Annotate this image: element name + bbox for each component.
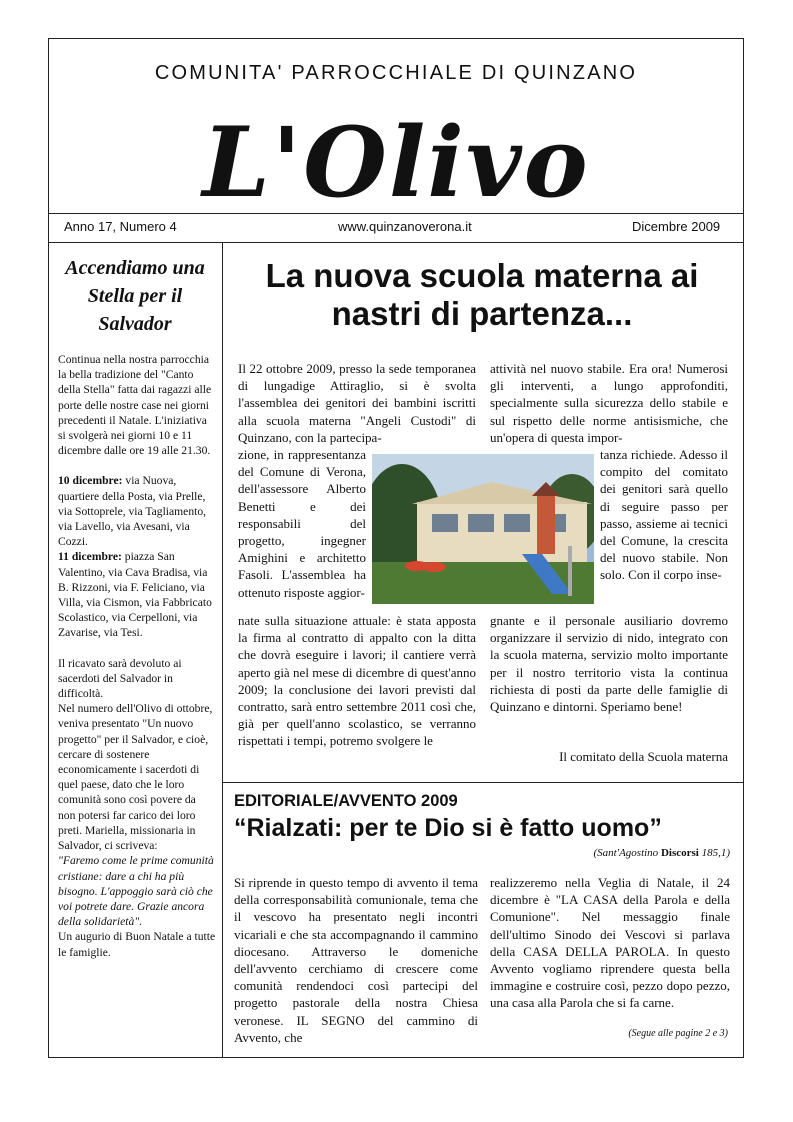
editorial-title: “Rialzati: per te Dio si è fatto uomo” — [234, 814, 662, 842]
article-headline: La nuova scuola materna ai nastri di partenza... — [265, 257, 699, 332]
masthead-rule-bottom — [48, 242, 744, 243]
article1-col2-top: attività nel nuovo stabile. Era ora! Numerosi gli interventi, a lungo approfonditi, specialmente sulla sicurezza dello stabile e sul rispetto delle norme antisismiche, che un'opera di questa impor- — [490, 361, 728, 445]
cite-author: (Sant'Agostino — [593, 847, 661, 859]
sidebar-closing: Un augurio di Buon Natale a tutte le famiglie. — [58, 930, 216, 959]
sidebar-day1 — [58, 473, 216, 549]
continued-note: (Segue alle pagine 2 e 3) — [628, 1028, 728, 1039]
parish-name: COMUNITA' PARROCCHIALE DI QUINZANO — [154, 62, 638, 84]
column-divider — [222, 242, 223, 1058]
article1-signature: Il comitato della Scuola materna — [559, 749, 728, 764]
article1-col2-wrap: tanza richiede. Adesso il compito del comitato dei genitori sarà quello di seguire passo per passo, assieme ai tecnici del Comune, la crescita del nuovo stabile. Non solo. Con il corpo inse- — [600, 447, 728, 583]
sidebar-day2 — [58, 549, 216, 640]
sidebar-story: Nel numero dell'Olivo di ottobre, veniva presentato "Un nuovo progetto" per il Salvador, e cioè, cercare di sostenere economicamente i sacerdoti di quel paese, dato che le loro comunità sono così povere da non potersi far carico dei loro preti. Mariella, missionaria in Salvador, ci scriveva: — [58, 702, 213, 853]
school-building-image — [372, 454, 594, 604]
sidebar-title: Accendiamo una Stella per il Salvador — [65, 257, 205, 335]
sidebar-quote: "Faremo come le prime comunità cristiane: dare a chi ha più bisogno. L'appoggio sarà ciò che voi potrete dare. Grazie ancora della solidarietà". — [58, 854, 214, 929]
editorial-col2: realizzeremo nella Veglia di Natale, il 24 dicembre è "LA CASA della Parola e della Comunione". Nel messaggio finale dell'ultimo Sinodo dei Vescovi si parlava della CASA DELLA PAROLA. In questo Avvento vogliamo riprendere questa bella immagine e costruire così, pezzo dopo pezzo, una casa alla Parola che si fa carne. — [490, 875, 730, 1011]
article-divider — [222, 782, 744, 783]
issue-number: Anno 17, Numero 4 — [64, 219, 177, 234]
newspaper-masthead: L'Olivo — [202, 106, 590, 219]
article1-col1-wrap: zione, in rappresentanza del Comune di Verona, dell'assessore Alberto Benetti e dei responsabili del progetto, ingegner Amighini e architetto Fasoli. L'assemblea ha ottenuto risposte aggior- — [238, 447, 366, 600]
cite-ref: 185,1) — [698, 847, 730, 859]
sidebar-body — [58, 352, 216, 960]
day2-streets: piazza San Valentino, via Cava Bradisa, via B. Rizzoni, via F. Feliciano, via Villa, via Cismon, via Fabbricato Scolastico, via Cerpelloni, via Zavarise, via Tesi. — [58, 550, 212, 640]
sidebar-intro: Continua nella nostra parrocchia la bella tradizione del "Canto della Stella" fatta dai ragazzi alle porte delle nostre case nei giorni precedenti il Natale. L'iniziativa si svolgerà nei giorni 10 e 11 dicembre dalle ore 19 alle 21.30. — [58, 353, 212, 458]
sidebar-proceeds: Il ricavato sarà devoluto ai sacerdoti del Salvador in difficoltà. — [58, 656, 182, 701]
day2-label: 11 dicembre: — [58, 550, 122, 564]
editorial-col1: Si riprende in questo tempo di avvento il tema della corresponsabilità comunionale, tema che il vescovo ha presentato negli incontri vicariali e che sta accompagnando il cammino diocesano. Attraverso le domeniche dell'avvento cerchiamo di crescere come comunità rendendoci così partecipi del progetto pastorale della nostra Chiesa veronese. IL SEGNO del cammino di Avvento, che — [234, 875, 478, 1045]
article1-col1-bottom: nate sulla situazione attuale: è stata apposta la firma al contratto di appalto con la ditta che dovrà eseguire i lavori; il cantiere verrà aperto già nel mese di dicembre di quest'anno 2009; la conclusione dei lavori previsti dal contratto, sarà entro settembre 2011 così che, già per quell'anno scolastico, se verranno rispettati i tempi, potremo svolgere le — [238, 613, 476, 749]
editorial-kicker: EDITORIALE/AVVENTO 2009 — [234, 792, 458, 810]
issue-date: Dicembre 2009 — [632, 219, 721, 234]
website-link[interactable]: www.quinzanoverona.it — [338, 219, 472, 234]
cite-work: Discorsi — [660, 847, 699, 859]
article1-col2-bottom: gnante e il personale ausiliario dovremo organizzare il servizio di nido, integrato con la scuola materna, servizio molto importante per il nostro territorio vista la continua richiesta di posti da parte delle famiglie di Quinzano e dintorni. Speriamo bene! — [490, 613, 728, 715]
article1-col1-top: Il 22 ottobre 2009, presso la sede temporanea di lungadige Attiraglio, si è svolta l'assemblea dei genitori dei bambini iscritti alla scuola materna "Angeli Custodi" di Quinzano, con la partecipa- — [238, 361, 476, 445]
editorial-citation — [480, 847, 730, 859]
day1-label: 10 dicembre: — [58, 474, 123, 488]
day1-streets: via Nuova, quartiere della Posta, via Prelle, via Sottoprele, via Tagliamento, via Lavello, via Avesani, via Cozzi. — [58, 474, 207, 549]
school-photo — [372, 454, 594, 604]
